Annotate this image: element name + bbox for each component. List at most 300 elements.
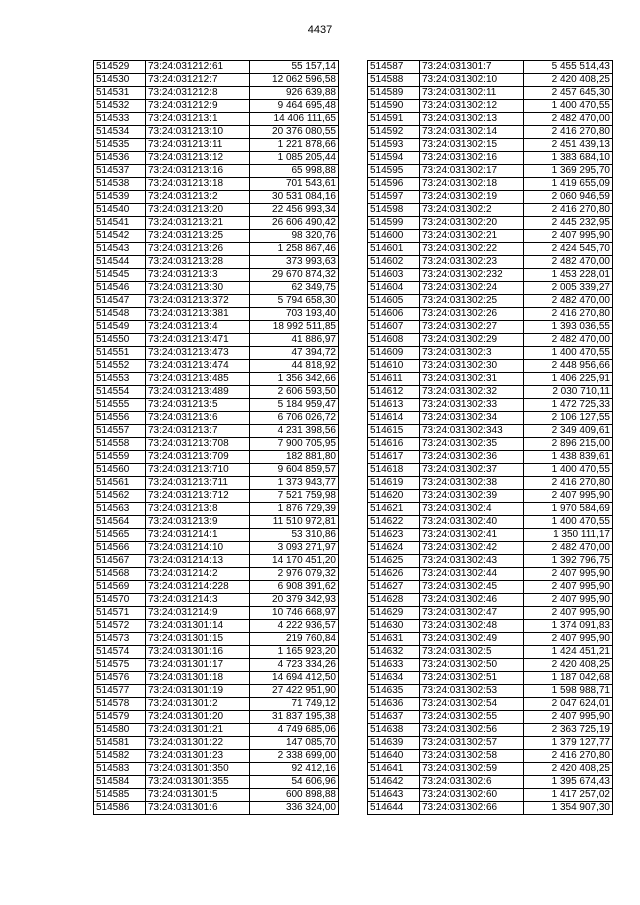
value-cell: 7 521 759,98 xyxy=(250,490,339,503)
row-number-cell: 514608 xyxy=(368,334,420,347)
table-row xyxy=(94,321,339,334)
value-cell: 701 543,61 xyxy=(250,178,339,191)
row-number-cell: 514612 xyxy=(368,386,420,399)
row-number-cell: 514537 xyxy=(94,165,146,178)
value-cell: 1 400 470,55 xyxy=(524,100,613,113)
cadastral-number-cell: 73:24:031213:709 xyxy=(146,451,250,464)
table-row xyxy=(368,139,613,152)
cadastral-number-cell: 73:24:031213:7 xyxy=(146,425,250,438)
value-cell: 2 407 995,90 xyxy=(524,711,613,724)
cadastral-number-cell: 73:24:031302:2 xyxy=(420,204,524,217)
table-row xyxy=(94,126,339,139)
value-cell: 1 970 584,69 xyxy=(524,503,613,516)
table-row xyxy=(368,412,613,425)
table-row xyxy=(368,477,613,490)
table-row xyxy=(94,802,339,815)
row-number-cell: 514575 xyxy=(94,659,146,672)
value-cell: 2 338 699,00 xyxy=(250,750,339,763)
cadastral-number-cell: 73:24:031302:232 xyxy=(420,269,524,282)
value-cell: 6 908 391,62 xyxy=(250,581,339,594)
value-cell: 1 187 042,68 xyxy=(524,672,613,685)
value-cell: 1 369 295,70 xyxy=(524,165,613,178)
row-number-cell: 514590 xyxy=(368,100,420,113)
cadastral-number-cell: 73:24:031302:39 xyxy=(420,490,524,503)
value-cell: 1 438 839,61 xyxy=(524,451,613,464)
cadastral-number-cell: 73:24:031301:22 xyxy=(146,737,250,750)
table-row xyxy=(368,191,613,204)
cadastral-number-cell: 73:24:031213:5 xyxy=(146,399,250,412)
row-number-cell: 514614 xyxy=(368,412,420,425)
row-number-cell: 514530 xyxy=(94,74,146,87)
value-cell: 1 379 127,77 xyxy=(524,737,613,750)
row-number-cell: 514561 xyxy=(94,477,146,490)
row-number-cell: 514577 xyxy=(94,685,146,698)
cadastral-number-cell: 73:24:031302:46 xyxy=(420,594,524,607)
row-number-cell: 514628 xyxy=(368,594,420,607)
value-cell: 4 723 334,26 xyxy=(250,659,339,672)
value-cell: 1 354 907,30 xyxy=(524,802,613,815)
value-cell: 1 392 796,75 xyxy=(524,555,613,568)
value-cell: 30 531 084,16 xyxy=(250,191,339,204)
value-cell: 2 420 408,25 xyxy=(524,659,613,672)
value-cell: 53 310,86 xyxy=(250,529,339,542)
cadastral-number-cell: 73:24:031302:34 xyxy=(420,412,524,425)
table-row xyxy=(94,776,339,789)
value-cell: 14 170 451,20 xyxy=(250,555,339,568)
cadastral-number-cell: 73:24:031213:9 xyxy=(146,516,250,529)
value-cell: 2 606 593,50 xyxy=(250,386,339,399)
value-cell: 2 047 624,01 xyxy=(524,698,613,711)
row-number-cell: 514568 xyxy=(94,568,146,581)
cadastral-number-cell: 73:24:031302:33 xyxy=(420,399,524,412)
table-row xyxy=(368,659,613,672)
value-cell: 1 400 470,55 xyxy=(524,347,613,360)
cadastral-number-cell: 73:24:031302:14 xyxy=(420,126,524,139)
value-cell: 11 510 972,81 xyxy=(250,516,339,529)
row-number-cell: 514532 xyxy=(94,100,146,113)
table-row xyxy=(368,451,613,464)
row-number-cell: 514535 xyxy=(94,139,146,152)
cadastral-number-cell: 73:24:031302:18 xyxy=(420,178,524,191)
row-number-cell: 514548 xyxy=(94,308,146,321)
table-row xyxy=(94,399,339,412)
table-row xyxy=(94,490,339,503)
table-row xyxy=(94,711,339,724)
table-row xyxy=(94,243,339,256)
cadastral-number-cell: 73:24:031302:5 xyxy=(420,646,524,659)
cadastral-number-cell: 73:24:031302:50 xyxy=(420,659,524,672)
value-cell: 1 453 228,01 xyxy=(524,269,613,282)
table-row xyxy=(94,165,339,178)
value-cell: 1 876 729,39 xyxy=(250,503,339,516)
value-cell: 336 324,00 xyxy=(250,802,339,815)
row-number-cell: 514641 xyxy=(368,763,420,776)
value-cell: 5 455 514,43 xyxy=(524,61,613,74)
value-cell: 373 993,63 xyxy=(250,256,339,269)
value-cell: 7 900 705,95 xyxy=(250,438,339,451)
table-row xyxy=(368,321,613,334)
row-number-cell: 514592 xyxy=(368,126,420,139)
value-cell: 47 394,72 xyxy=(250,347,339,360)
table-row xyxy=(368,243,613,256)
table-right-body xyxy=(368,61,613,815)
value-cell: 4 749 685,06 xyxy=(250,724,339,737)
row-number-cell: 514605 xyxy=(368,295,420,308)
row-number-cell: 514604 xyxy=(368,282,420,295)
cadastral-number-cell: 73:24:031214:228 xyxy=(146,581,250,594)
table-row xyxy=(368,490,613,503)
table-row xyxy=(368,542,613,555)
cadastral-number-cell: 73:24:031302:42 xyxy=(420,542,524,555)
value-cell: 1 373 943,77 xyxy=(250,477,339,490)
row-number-cell: 514589 xyxy=(368,87,420,100)
row-number-cell: 514539 xyxy=(94,191,146,204)
table-row xyxy=(94,334,339,347)
row-number-cell: 514562 xyxy=(94,490,146,503)
cadastral-number-cell: 73:24:031301:355 xyxy=(146,776,250,789)
table-row xyxy=(368,217,613,230)
table-row xyxy=(368,230,613,243)
row-number-cell: 514547 xyxy=(94,295,146,308)
cadastral-number-cell: 73:24:031213:381 xyxy=(146,308,250,321)
value-cell: 65 998,88 xyxy=(250,165,339,178)
row-number-cell: 514549 xyxy=(94,321,146,334)
table-row xyxy=(94,347,339,360)
row-number-cell: 514593 xyxy=(368,139,420,152)
value-cell: 5 184 959,47 xyxy=(250,399,339,412)
row-number-cell: 514629 xyxy=(368,607,420,620)
table-row xyxy=(94,477,339,490)
table-row xyxy=(94,698,339,711)
table-row xyxy=(94,61,339,74)
value-cell: 9 464 695,48 xyxy=(250,100,339,113)
value-cell: 55 157,14 xyxy=(250,61,339,74)
table-row xyxy=(368,438,613,451)
table-row xyxy=(94,438,339,451)
row-number-cell: 514597 xyxy=(368,191,420,204)
cadastral-number-cell: 73:24:031302:51 xyxy=(420,672,524,685)
cadastral-number-cell: 73:24:031302:36 xyxy=(420,451,524,464)
value-cell: 2 420 408,25 xyxy=(524,74,613,87)
table-row xyxy=(368,737,613,750)
row-number-cell: 514620 xyxy=(368,490,420,503)
cadastral-number-cell: 73:24:031213:473 xyxy=(146,347,250,360)
table-row xyxy=(368,308,613,321)
row-number-cell: 514585 xyxy=(94,789,146,802)
row-number-cell: 514609 xyxy=(368,347,420,360)
cadastral-number-cell: 73:24:031302:13 xyxy=(420,113,524,126)
cadastral-number-cell: 73:24:031302:60 xyxy=(420,789,524,802)
row-number-cell: 514531 xyxy=(94,87,146,100)
cadastral-number-cell: 73:24:031213:21 xyxy=(146,217,250,230)
value-cell: 1 417 257,02 xyxy=(524,789,613,802)
cadastral-number-cell: 73:24:031213:2 xyxy=(146,191,250,204)
value-cell: 1 165 923,20 xyxy=(250,646,339,659)
row-number-cell: 514634 xyxy=(368,672,420,685)
row-number-cell: 514545 xyxy=(94,269,146,282)
value-cell: 22 456 993,34 xyxy=(250,204,339,217)
value-cell: 1 356 342,66 xyxy=(250,373,339,386)
row-number-cell: 514615 xyxy=(368,425,420,438)
value-cell: 20 376 080,55 xyxy=(250,126,339,139)
row-number-cell: 514603 xyxy=(368,269,420,282)
value-cell: 14 406 111,65 xyxy=(250,113,339,126)
table-row xyxy=(94,594,339,607)
table-row xyxy=(368,87,613,100)
cadastral-number-cell: 73:24:031302:57 xyxy=(420,737,524,750)
value-cell: 31 837 195,38 xyxy=(250,711,339,724)
cadastral-number-cell: 73:24:031302:58 xyxy=(420,750,524,763)
table-row xyxy=(94,451,339,464)
table-row xyxy=(368,347,613,360)
cadastral-number-cell: 73:24:031302:45 xyxy=(420,581,524,594)
cadastral-number-cell: 73:24:031213:708 xyxy=(146,438,250,451)
value-cell: 10 746 668,97 xyxy=(250,607,339,620)
value-cell: 1 258 867,46 xyxy=(250,243,339,256)
value-cell: 2 407 995,90 xyxy=(524,633,613,646)
row-number-cell: 514580 xyxy=(94,724,146,737)
value-cell: 2 407 995,90 xyxy=(524,230,613,243)
cadastral-number-cell: 73:24:031302:31 xyxy=(420,373,524,386)
value-cell: 1 406 225,91 xyxy=(524,373,613,386)
cadastral-number-cell: 73:24:031212:61 xyxy=(146,61,250,74)
cadastral-number-cell: 73:24:031213:20 xyxy=(146,204,250,217)
cadastral-number-cell: 73:24:031301:17 xyxy=(146,659,250,672)
table-row xyxy=(94,295,339,308)
value-cell: 71 749,12 xyxy=(250,698,339,711)
cadastral-number-cell: 73:24:031302:4 xyxy=(420,503,524,516)
row-number-cell: 514599 xyxy=(368,217,420,230)
value-cell: 1 400 470,55 xyxy=(524,464,613,477)
table-row xyxy=(94,217,339,230)
cadastral-number-cell: 73:24:031214:1 xyxy=(146,529,250,542)
row-number-cell: 514546 xyxy=(94,282,146,295)
value-cell: 926 639,88 xyxy=(250,87,339,100)
value-cell: 3 093 271,97 xyxy=(250,542,339,555)
table-row xyxy=(94,464,339,477)
cadastral-number-cell: 73:24:031302:19 xyxy=(420,191,524,204)
table-row xyxy=(368,555,613,568)
table-row xyxy=(368,126,613,139)
table-row xyxy=(368,685,613,698)
value-cell: 2 448 956,66 xyxy=(524,360,613,373)
cadastral-number-cell: 73:24:031302:56 xyxy=(420,724,524,737)
table-row xyxy=(368,152,613,165)
table-row xyxy=(94,542,339,555)
table-row xyxy=(94,620,339,633)
cadastral-number-cell: 73:24:031301:19 xyxy=(146,685,250,698)
value-cell: 12 062 596,58 xyxy=(250,74,339,87)
table-row xyxy=(94,568,339,581)
row-number-cell: 514610 xyxy=(368,360,420,373)
value-cell: 2 407 995,90 xyxy=(524,607,613,620)
table-row xyxy=(368,61,613,74)
table-row xyxy=(94,685,339,698)
cadastral-number-cell: 73:24:031302:49 xyxy=(420,633,524,646)
table-row xyxy=(368,581,613,594)
cadastral-number-cell: 73:24:031302:44 xyxy=(420,568,524,581)
value-cell: 2 106 127,55 xyxy=(524,412,613,425)
row-number-cell: 514538 xyxy=(94,178,146,191)
cadastral-number-cell: 73:24:031213:489 xyxy=(146,386,250,399)
cadastral-number-cell: 73:24:031213:18 xyxy=(146,178,250,191)
row-number-cell: 514529 xyxy=(94,61,146,74)
cadastral-number-cell: 73:24:031301:350 xyxy=(146,763,250,776)
table-left xyxy=(93,60,339,815)
table-row xyxy=(368,503,613,516)
value-cell: 1 085 205,44 xyxy=(250,152,339,165)
table-row xyxy=(368,464,613,477)
cadastral-number-cell: 73:24:031302:43 xyxy=(420,555,524,568)
row-number-cell: 514594 xyxy=(368,152,420,165)
row-number-cell: 514617 xyxy=(368,451,420,464)
cadastral-number-cell: 73:24:031302:37 xyxy=(420,464,524,477)
value-cell: 2 416 270,80 xyxy=(524,750,613,763)
cadastral-number-cell: 73:24:031302:23 xyxy=(420,256,524,269)
cadastral-number-cell: 73:24:031301:15 xyxy=(146,633,250,646)
row-number-cell: 514576 xyxy=(94,672,146,685)
value-cell: 14 694 412,50 xyxy=(250,672,339,685)
cadastral-number-cell: 73:24:031213:712 xyxy=(146,490,250,503)
cadastral-number-cell: 73:24:031302:3 xyxy=(420,347,524,360)
row-number-cell: 514607 xyxy=(368,321,420,334)
table-row xyxy=(94,581,339,594)
row-number-cell: 514584 xyxy=(94,776,146,789)
value-cell: 1 395 674,43 xyxy=(524,776,613,789)
table-row xyxy=(368,204,613,217)
row-number-cell: 514556 xyxy=(94,412,146,425)
value-cell: 2 482 470,00 xyxy=(524,113,613,126)
row-number-cell: 514618 xyxy=(368,464,420,477)
cadastral-number-cell: 73:24:031302:24 xyxy=(420,282,524,295)
cadastral-number-cell: 73:24:031302:48 xyxy=(420,620,524,633)
cadastral-number-cell: 73:24:031213:28 xyxy=(146,256,250,269)
value-cell: 2 407 995,90 xyxy=(524,581,613,594)
table-row xyxy=(368,334,613,347)
table-row xyxy=(94,646,339,659)
row-number-cell: 514626 xyxy=(368,568,420,581)
row-number-cell: 514542 xyxy=(94,230,146,243)
cadastral-number-cell: 73:24:031302:22 xyxy=(420,243,524,256)
cadastral-number-cell: 73:24:031214:13 xyxy=(146,555,250,568)
cadastral-number-cell: 73:24:031302:21 xyxy=(420,230,524,243)
row-number-cell: 514557 xyxy=(94,425,146,438)
value-cell: 26 606 490,42 xyxy=(250,217,339,230)
row-number-cell: 514536 xyxy=(94,152,146,165)
cadastral-number-cell: 73:24:031301:16 xyxy=(146,646,250,659)
value-cell: 2 976 079,32 xyxy=(250,568,339,581)
cadastral-number-cell: 73:24:031302:32 xyxy=(420,386,524,399)
value-cell: 2 482 470,00 xyxy=(524,334,613,347)
table-row xyxy=(368,74,613,87)
value-cell: 1 221 878,66 xyxy=(250,139,339,152)
value-cell: 6 706 026,72 xyxy=(250,412,339,425)
value-cell: 1 400 470,55 xyxy=(524,516,613,529)
table-row xyxy=(368,516,613,529)
value-cell: 1 350 111,17 xyxy=(524,529,613,542)
row-number-cell: 514558 xyxy=(94,438,146,451)
row-number-cell: 514636 xyxy=(368,698,420,711)
row-number-cell: 514623 xyxy=(368,529,420,542)
row-number-cell: 514569 xyxy=(94,581,146,594)
table-row xyxy=(94,386,339,399)
cadastral-number-cell: 73:24:031302:10 xyxy=(420,74,524,87)
table-left-body xyxy=(94,61,339,815)
value-cell: 2 416 270,80 xyxy=(524,477,613,490)
table-row xyxy=(368,529,613,542)
row-number-cell: 514565 xyxy=(94,529,146,542)
row-number-cell: 514572 xyxy=(94,620,146,633)
table-row xyxy=(368,360,613,373)
row-number-cell: 514630 xyxy=(368,620,420,633)
cadastral-number-cell: 73:24:031302:26 xyxy=(420,308,524,321)
value-cell: 44 818,92 xyxy=(250,360,339,373)
row-number-cell: 514616 xyxy=(368,438,420,451)
table-row xyxy=(368,698,613,711)
value-cell: 2 060 946,59 xyxy=(524,191,613,204)
cadastral-number-cell: 73:24:031212:9 xyxy=(146,100,250,113)
value-cell: 2 005 339,27 xyxy=(524,282,613,295)
value-cell: 54 606,96 xyxy=(250,776,339,789)
value-cell: 20 379 342,93 xyxy=(250,594,339,607)
cadastral-number-cell: 73:24:031302:53 xyxy=(420,685,524,698)
cadastral-number-cell: 73:24:031302:59 xyxy=(420,763,524,776)
cadastral-number-cell: 73:24:031212:8 xyxy=(146,87,250,100)
table-row xyxy=(368,100,613,113)
value-cell: 182 881,80 xyxy=(250,451,339,464)
table-row xyxy=(368,399,613,412)
value-cell: 219 760,84 xyxy=(250,633,339,646)
cadastral-number-cell: 73:24:031212:7 xyxy=(146,74,250,87)
cadastral-number-cell: 73:24:031213:474 xyxy=(146,360,250,373)
row-number-cell: 514543 xyxy=(94,243,146,256)
row-number-cell: 514574 xyxy=(94,646,146,659)
row-number-cell: 514611 xyxy=(368,373,420,386)
row-number-cell: 514633 xyxy=(368,659,420,672)
table-row xyxy=(368,269,613,282)
value-cell: 2 424 545,70 xyxy=(524,243,613,256)
table-row xyxy=(94,724,339,737)
table-row xyxy=(368,646,613,659)
table-row xyxy=(94,269,339,282)
row-number-cell: 514595 xyxy=(368,165,420,178)
value-cell: 1 383 684,10 xyxy=(524,152,613,165)
value-cell: 1 424 451,21 xyxy=(524,646,613,659)
row-number-cell: 514534 xyxy=(94,126,146,139)
cadastral-number-cell: 73:24:031302:343 xyxy=(420,425,524,438)
value-cell: 2 407 995,90 xyxy=(524,594,613,607)
table-row xyxy=(94,152,339,165)
table-row xyxy=(94,555,339,568)
cadastral-number-cell: 73:24:031302:15 xyxy=(420,139,524,152)
table-row xyxy=(368,672,613,685)
cadastral-number-cell: 73:24:031213:711 xyxy=(146,477,250,490)
table-row xyxy=(94,139,339,152)
row-number-cell: 514552 xyxy=(94,360,146,373)
value-cell: 2 457 645,30 xyxy=(524,87,613,100)
table-row xyxy=(368,113,613,126)
row-number-cell: 514533 xyxy=(94,113,146,126)
table-row xyxy=(94,282,339,295)
cadastral-number-cell: 73:24:031213:3 xyxy=(146,269,250,282)
row-number-cell: 514540 xyxy=(94,204,146,217)
cadastral-number-cell: 73:24:031214:10 xyxy=(146,542,250,555)
table-row xyxy=(94,633,339,646)
cadastral-number-cell: 73:24:031301:5 xyxy=(146,789,250,802)
row-number-cell: 514624 xyxy=(368,542,420,555)
value-cell: 2 445 232,95 xyxy=(524,217,613,230)
cadastral-number-cell: 73:24:031301:21 xyxy=(146,724,250,737)
